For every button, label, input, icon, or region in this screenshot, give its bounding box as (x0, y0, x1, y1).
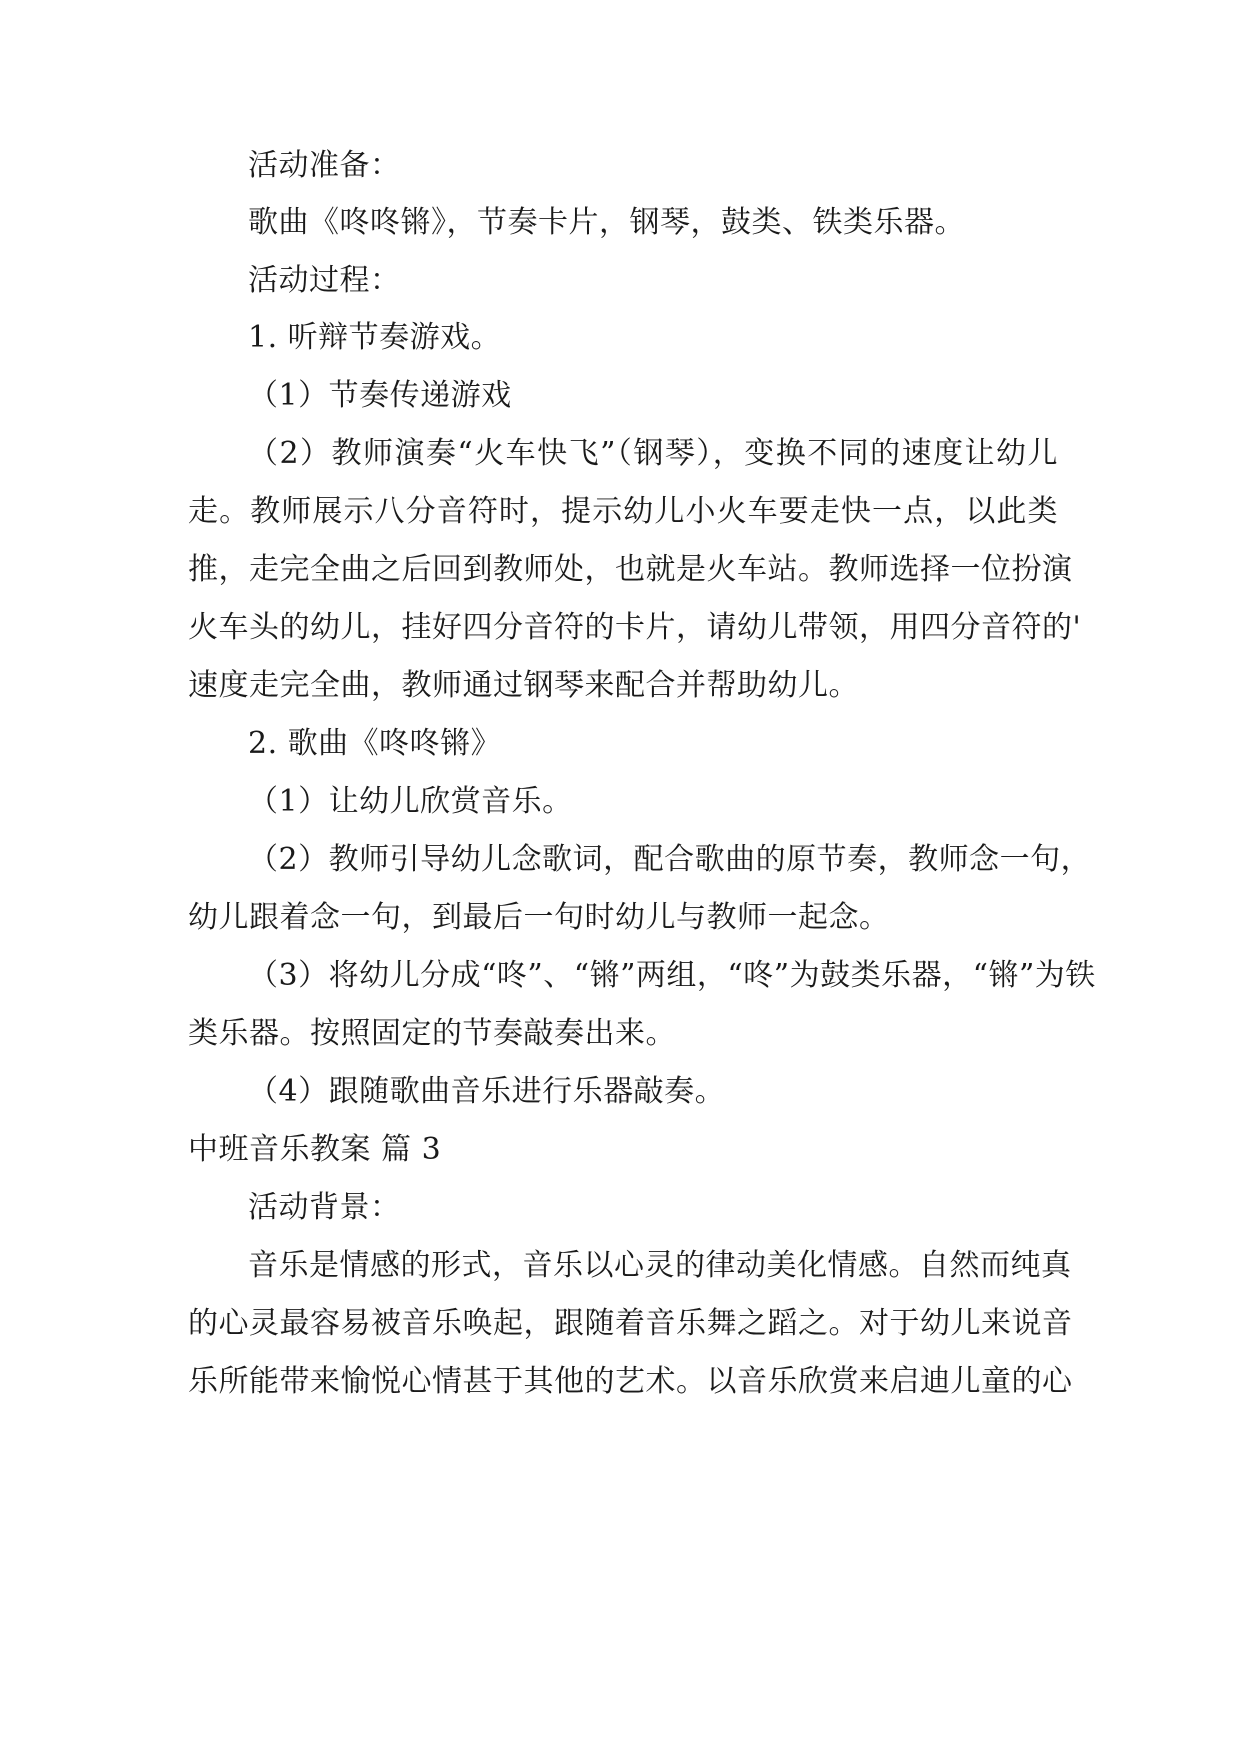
paragraph-line: 的心灵最容易被音乐唤起，跟随着音乐舞之蹈之。对于幼儿来说音 (188, 1306, 1073, 1341)
paragraph-line: 音乐是情感的形式，音乐以心灵的律动美化情感。自然而纯真 (248, 1248, 1072, 1283)
paragraph-line: （3）将幼儿分成“咚”、“锵”两组，“咚”为鼓类乐器，“锵”为铁 (248, 958, 1096, 993)
paragraph-line: 类乐器。按照固定的节奏敲奏出来。 (188, 1016, 676, 1051)
list-item-1: 1. 听辩节奏游戏。 (248, 320, 502, 355)
paragraph-line: 走。教师展示八分音符时，提示幼儿小火车要走快一点，以此类 (188, 494, 1058, 529)
paragraph-line: 歌曲《咚咚锵》，节奏卡片，钢琴，鼓类、铁类乐器。 (248, 205, 965, 240)
paragraph-line: 火车头的幼儿，挂好四分音符的卡片，请幼儿带领，用四分音符的' (188, 610, 1082, 645)
heading-activity-background: 活动背景： (248, 1190, 401, 1225)
paragraph-line: 推，走完全曲之后回到教师处，也就是火车站。教师选择一位扮演 (188, 552, 1073, 587)
section-title: 中班音乐教案 篇 3 (188, 1132, 442, 1167)
heading-activity-preparation: 活动准备： (248, 148, 401, 183)
list-item-2: 2. 歌曲《咚咚锵》 (248, 726, 502, 761)
sub-item: （1）节奏传递游戏 (248, 378, 512, 413)
paragraph-line: 幼儿跟着念一句，到最后一句时幼儿与教师一起念。 (188, 900, 890, 935)
paragraph-line: 乐所能带来愉悦心情甚于其他的艺术。以音乐欣赏来启迪儿童的心 (188, 1364, 1073, 1399)
paragraph-line: （2）教师演奏“火车快飞”（钢琴），变换不同的速度让幼儿 (248, 436, 1058, 471)
sub-item: （1）让幼儿欣赏音乐。 (248, 784, 573, 819)
paragraph-line: 速度走完全曲，教师通过钢琴来配合并帮助幼儿。 (188, 668, 859, 703)
heading-activity-process: 活动过程： (248, 263, 401, 298)
paragraph-line: （2）教师引导幼儿念歌词，配合歌曲的原节奏，教师念一句， (248, 842, 1092, 877)
sub-item: （4）跟随歌曲音乐进行乐器敲奏。 (248, 1074, 726, 1109)
